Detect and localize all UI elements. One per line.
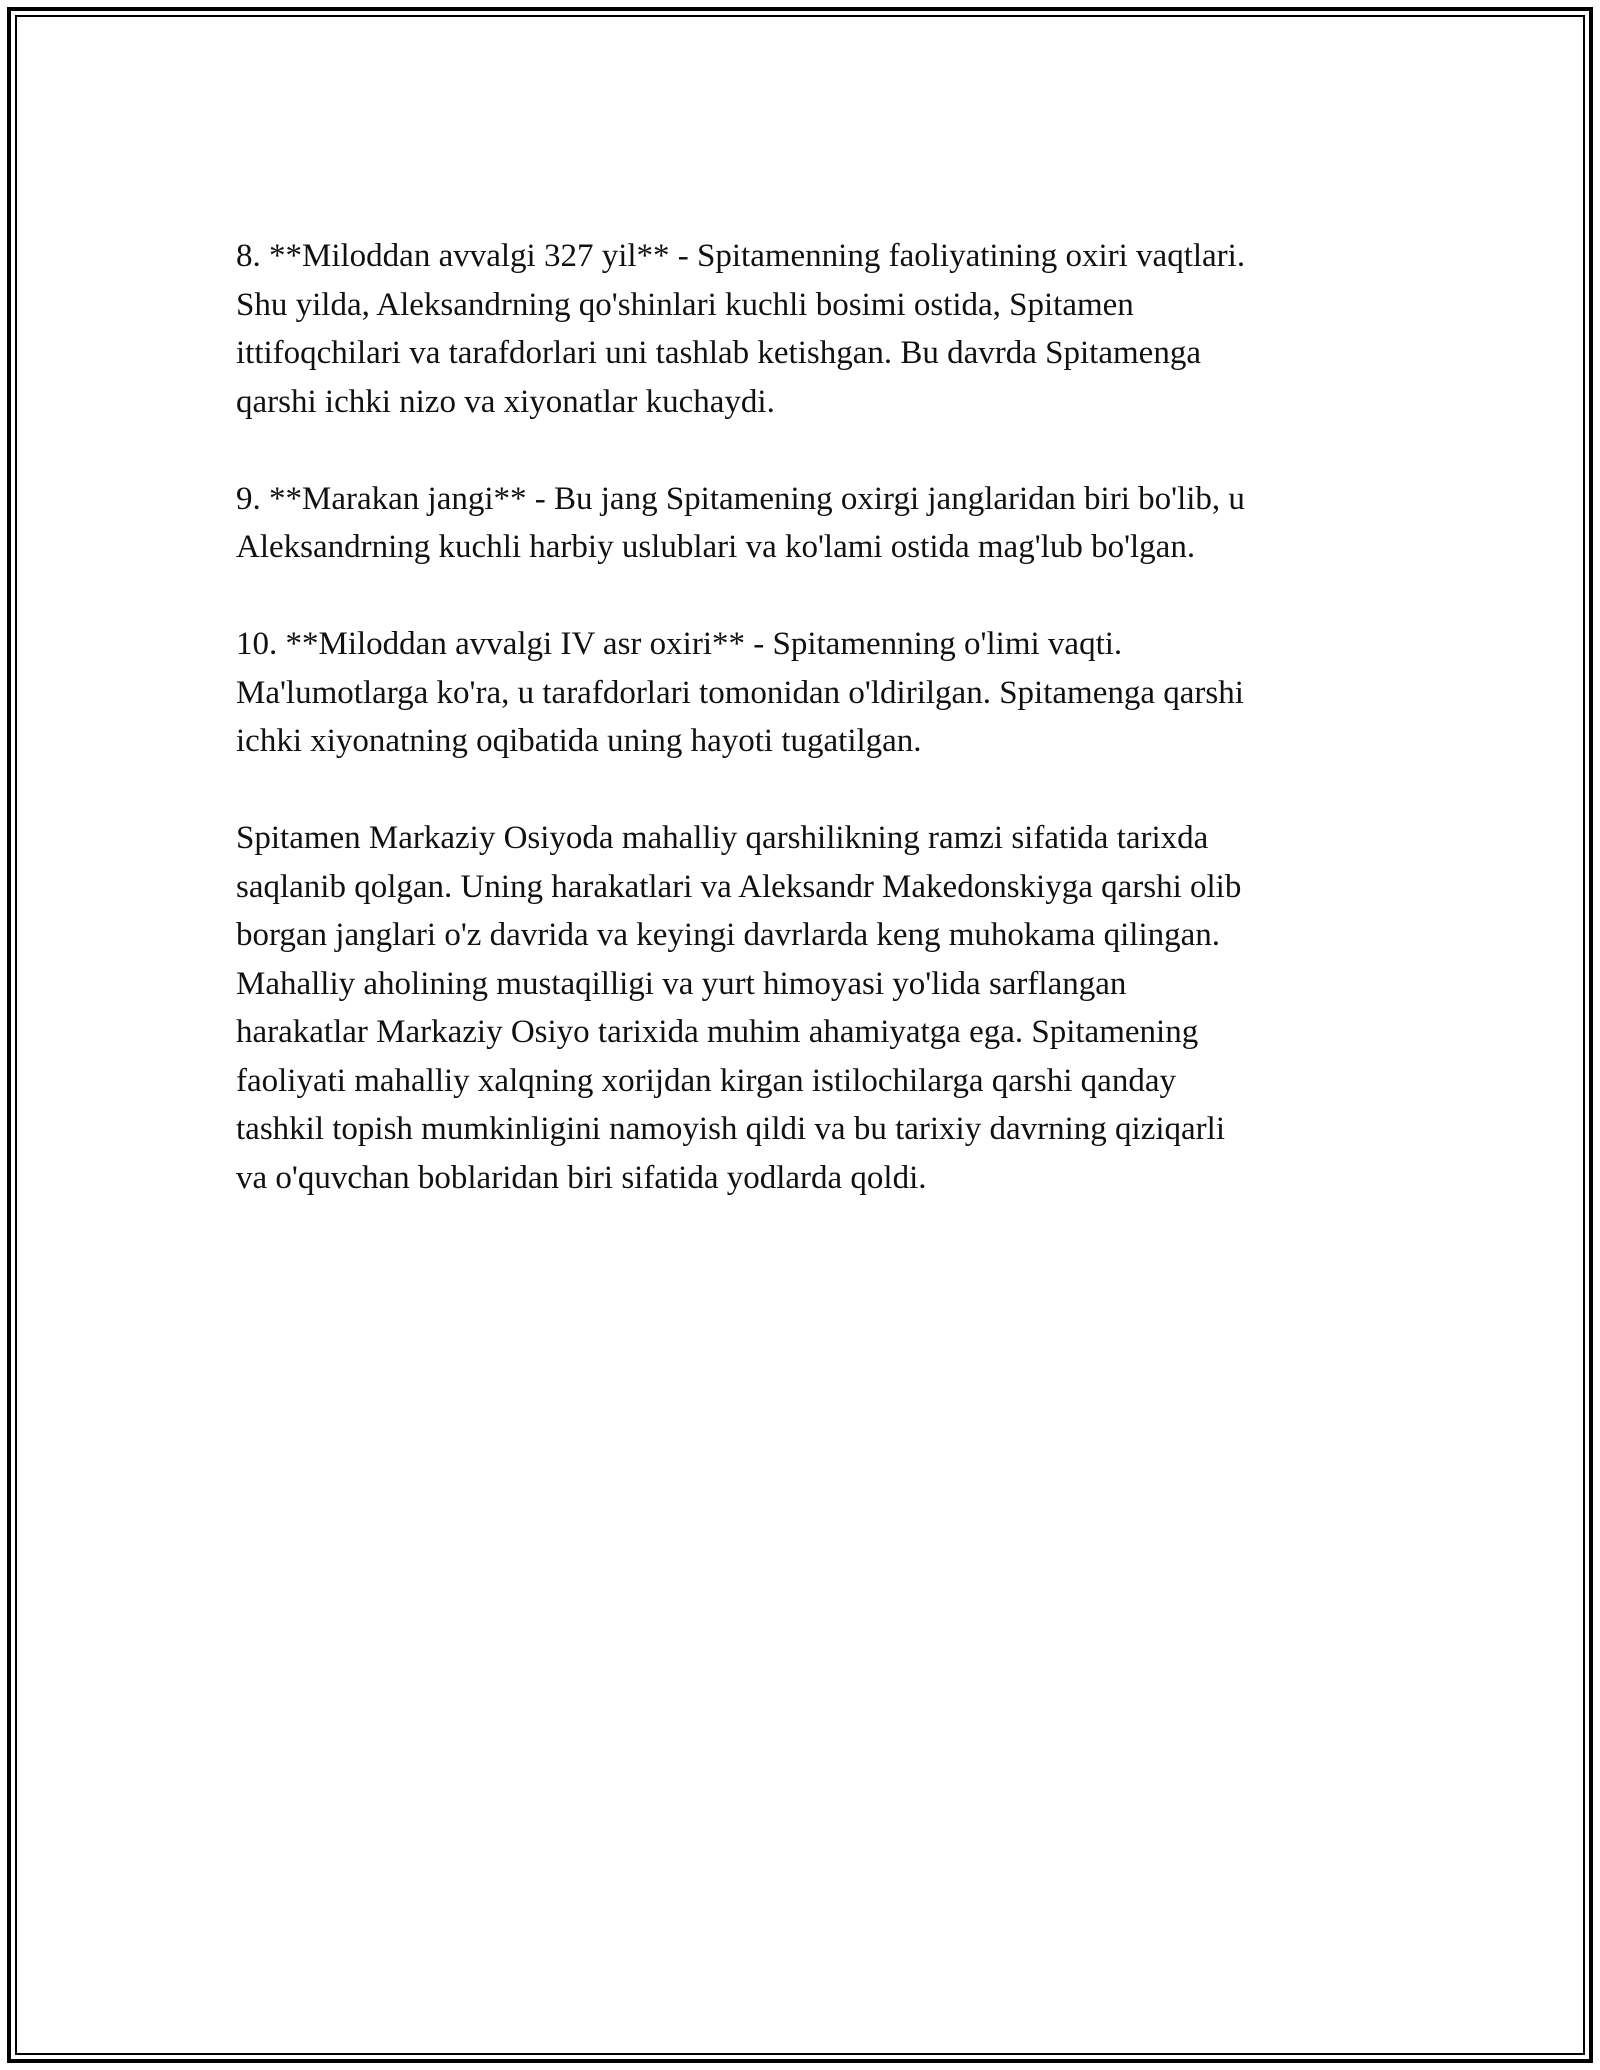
paragraph-summary: Spitamen Markaziy Osiyoda mahalliy qarshilikning ramzi sifatida tarixda saqlanib qolgan. Uning harakatlari va Aleksandr Makedonskiyga qarshi olib borgan janglari o'z davrida va keyingi davrlarda keng muhokama qilingan. Mahalliy aholining mustaqilligi va yurt himoyasi yo'lida sarflangan harakatlar Markaziy Osiyo tarixida muhim ahamiyatga ega. Spitamening faoliyati mahalliy xalqning xorijdan kirgan istilochilarga qarshi qanday tashkil topish mumkinligini namoyish qildi va bu tarixiy davrning qiziqarli va o'quvchan boblaridan biri sifatida yodlarda qoldi. bbox=[236, 820, 1242, 1196]
paragraph-item-8: 8. **Miloddan avvalgi 327 yil** - Spitamenning faoliyatining oxiri vaqtlari. Shu yilda, Aleksandrning qo'shinlari kuchli bosimi ostida, Spitamen ittifoqchilari va tarafdorlari uni tashlab ketishgan. Bu davrda Spitamenga qarshi ichki nizo va xiyonatlar kuchaydi. bbox=[236, 238, 1246, 420]
paragraph-item-9: 9. **Marakan jangi** - Bu jang Spitamening oxirgi janglaridan biri bo'lib, u Aleksandrning kuchli harbiy uslublari va ko'lami ostida mag'lub bo'lgan. bbox=[236, 480, 1245, 565]
document-body bbox=[236, 232, 1366, 1202]
paragraph-item-10: 10. **Miloddan avvalgi IV asr oxiri** - Spitamenning o'limi vaqti. Ma'lumotlarga ko'ra, u tarafdorlari tomonidan o'ldirilgan. Spitamenga qarshi ichki xiyonatning oqibatida uning hayoti tugatilgan. bbox=[236, 626, 1244, 759]
